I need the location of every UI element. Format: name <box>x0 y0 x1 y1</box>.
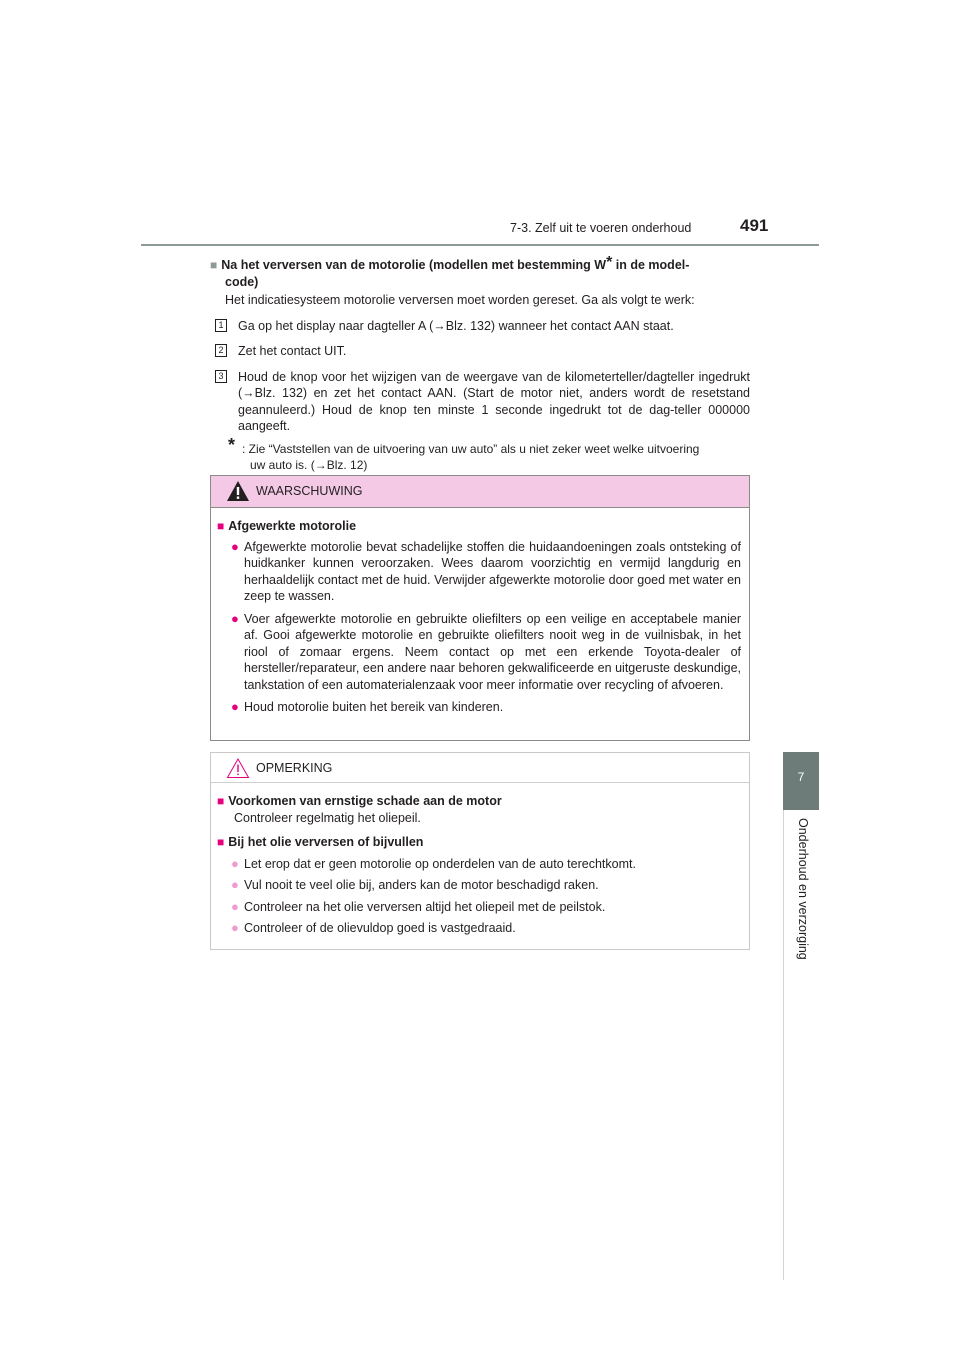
bullet-dot-icon: ● <box>231 699 239 714</box>
list-item: ● Voer afgewerkte motorolie en gebruikte oliefilters op een veilige en acceptabele manier af. Gooi afgewerkte motorolie en gebruikte oliefilters nooit weg in de vuilnisbak, in het riool of zomaar ergens. Neem contact op met een erkende Toyota-dealer of hersteller/reparateur, een andere naar behoren gekwalificeerde en uitgeruste deskundige, tankstation of een automaterialenzaak voor meer informatie over recycling of afvoeren. <box>231 610 741 692</box>
warning-title: WAARSCHUWING <box>256 484 363 498</box>
notice-text: Controleer regelmatig het oliepeil. <box>234 810 421 825</box>
list-item: ● Controleer of de olievuldop goed is vastgedraaid. <box>231 920 516 935</box>
notice-title: OPMERKING <box>256 761 333 775</box>
warning-header <box>211 476 749 508</box>
page-number: 491 <box>740 216 769 235</box>
square-bullet-icon: ■ <box>217 835 225 849</box>
section-title: 7-3. Zelf uit te voeren onderhoud <box>510 221 692 235</box>
step-number-badge: 1 <box>215 319 227 332</box>
notice-subheading: ■ Voorkomen van ernstige schade aan de motor <box>217 794 502 808</box>
warning-triangle-icon <box>226 480 250 502</box>
chapter-tab[interactable] <box>783 752 819 810</box>
asterisk-marker: * <box>606 254 613 271</box>
notice-header <box>211 753 749 783</box>
step-number-badge: 3 <box>215 370 227 383</box>
main-heading: ■ Na het verversen van de motorolie (modellen met bestemming W* in de model- code) <box>210 255 750 290</box>
chapter-label: Onderhoud en verzorging <box>796 818 810 960</box>
list-item: ● Afgewerkte motorolie bevat schadelijke stoffen die huidaandoeningen zoals ontsteking of huidkanker kunnen veroorzaken. Wees daarom voorzichtig en vermijd langdurig en herhaaldelijk contact met de huid. Verwijder afgewerkte motorolie door goed met water en zeep te wassen. <box>231 538 741 603</box>
notice-body <box>211 783 749 937</box>
warning-body <box>211 508 749 716</box>
warning-box <box>210 475 750 741</box>
bullet-dot-icon: ● <box>231 855 239 871</box>
main-content <box>210 255 750 473</box>
step-item: 3 Houd de knop voor het wijzigen van de weergave van de kilometerteller/dagteller ingedrukt (→Blz. 132) en zet het contact AAN. (Start de motor niet, anders wordt de resetstand geannuleerd.) Houd de knop ten minste 1 seconde ingedrukt tot de dag-teller 000000 aangeeft. <box>210 369 750 435</box>
list-item: ● Controleer na het olie verversen altijd het oliepeil met de peilstok. <box>231 898 606 914</box>
list-item: ● Let erop dat er geen motorolie op onderdelen van de auto terechtkomt. <box>231 855 636 871</box>
list-item: ● Houd motorolie buiten het bereik van kinderen. <box>231 699 504 714</box>
step-number-badge: 2 <box>215 344 227 357</box>
notice-box <box>210 752 750 950</box>
warning-subheading: ■ Afgewerkte motorolie <box>217 519 357 533</box>
chapter-number: 7 <box>797 770 805 784</box>
caution-triangle-icon <box>226 757 250 779</box>
bullet-dot-icon: ● <box>231 898 239 914</box>
bullet-dot-icon: ● <box>231 538 239 554</box>
intro-text: Het indicatiesysteem motorolie verversen moet worden gereset. Ga als volgt te werk: <box>225 293 695 307</box>
footnote: * : Zie “Vaststellen van de uitvoering van uw auto” als u niet zeker weet welke uitvoering uw auto is. (→Blz. 12) <box>228 434 700 472</box>
step-item: 1 Ga op het display naar dagteller A (→Blz. 132) wanneer het contact AAN staat. <box>210 318 750 335</box>
square-bullet-icon: ■ <box>217 794 225 808</box>
bullet-dot-icon: ● <box>231 920 239 935</box>
step-item: 2 Zet het contact UIT. <box>210 343 750 360</box>
list-item: ● Vul nooit te veel olie bij, anders kan de motor beschadigd raken. <box>231 877 599 892</box>
header-rule <box>141 244 819 246</box>
bullet-dot-icon: ● <box>231 610 239 626</box>
notice-subheading: ■ Bij het olie verversen of bijvullen <box>217 835 424 849</box>
heading-continuation: code) <box>225 274 259 289</box>
square-bullet-icon: ■ <box>217 519 225 533</box>
footnote-asterisk: * <box>228 434 236 455</box>
square-bullet-icon: ■ <box>210 258 218 272</box>
bullet-dot-icon: ● <box>231 877 239 892</box>
